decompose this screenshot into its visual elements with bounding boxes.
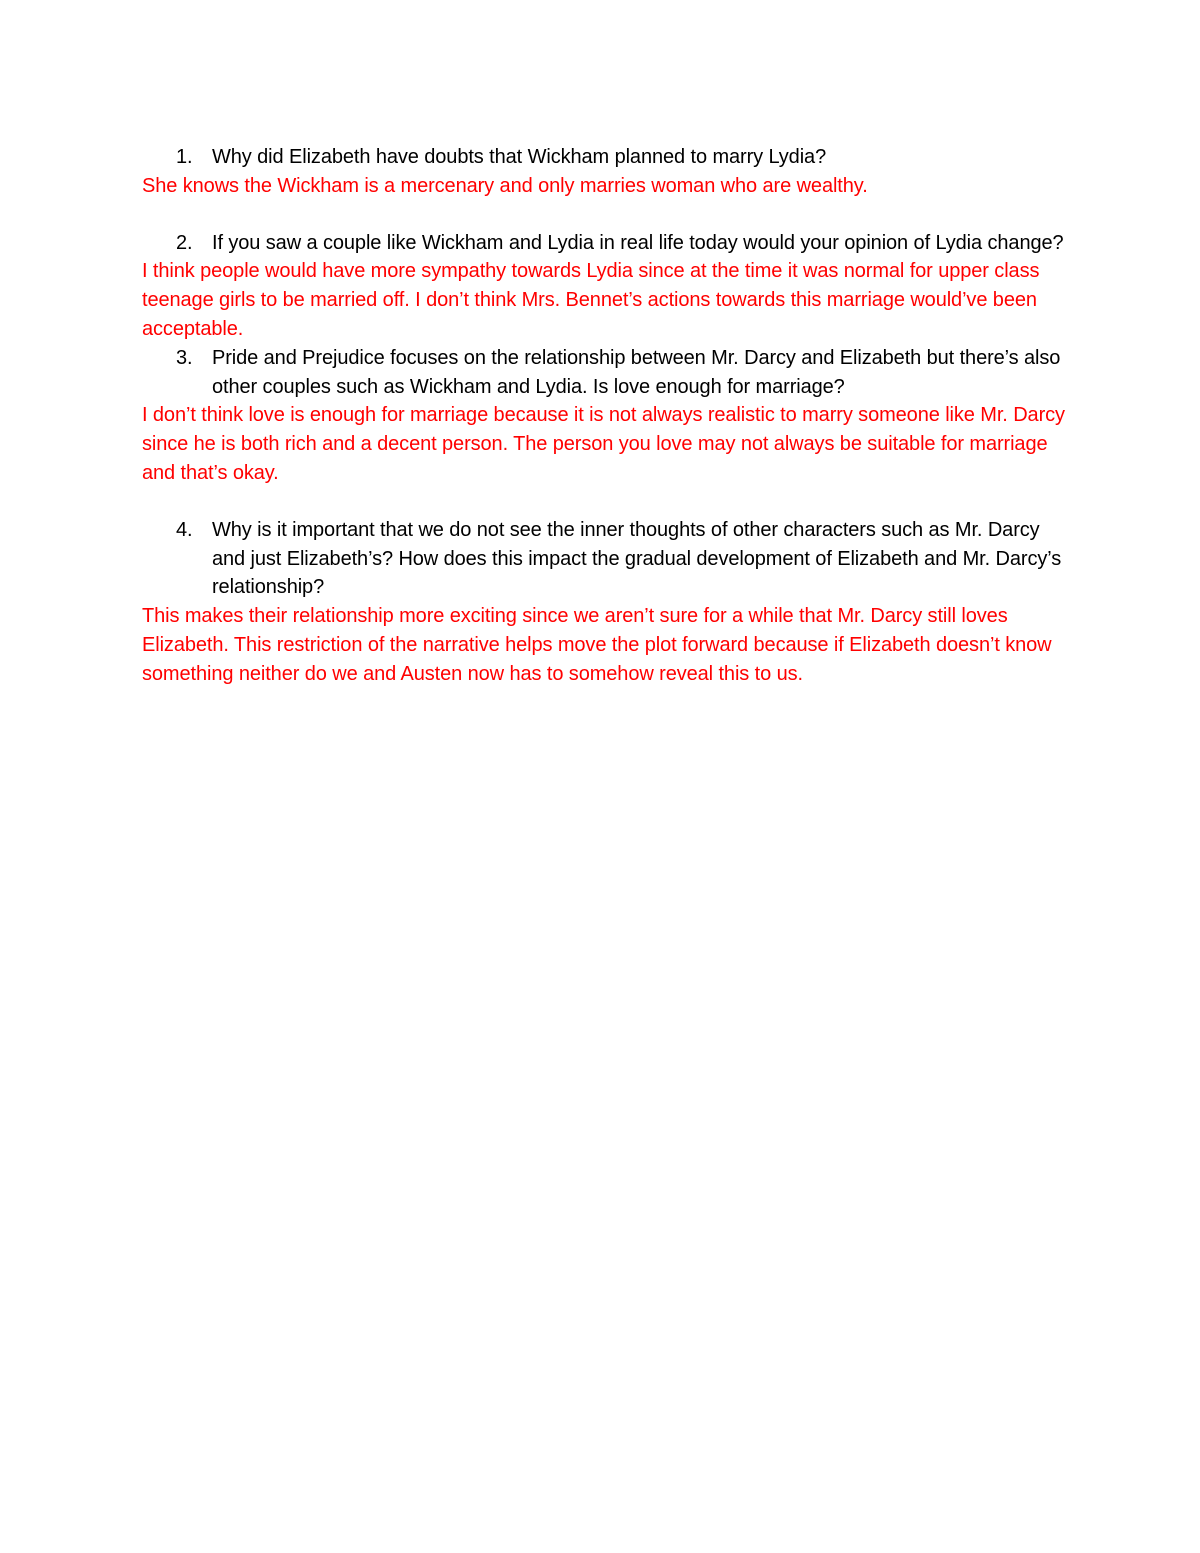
question-number: 3. xyxy=(176,346,193,369)
question-text: If you saw a couple like Wickham and Lydia in real life today would your opinion of Lydia change? xyxy=(212,231,1064,254)
question-number: 4. xyxy=(176,518,193,541)
answer-2: I think people would have more sympathy towards Lydia since at the time it was normal for upper class teenage girls to be married off. I don’t think Mrs. Bennet’s actions towards this marriage would’ve been acceptable. xyxy=(142,260,1040,340)
question-text: Why did Elizabeth have doubts that Wickham planned to marry Lydia? xyxy=(212,146,827,168)
question-text: Why is it important that we do not see the inner thoughts of other characters such as Mr. Darcy and just Elizabeth’s? How does this impact the gradual development of Elizabeth and Mr. Darcy’s relationship? xyxy=(212,518,1062,599)
spacer xyxy=(142,488,1072,516)
answer-4: This makes their relationship more exciting since we aren’t sure for a while that Mr. Darcy still loves Elizabeth. This restriction of the narrative helps move the plot forward because if Elizabeth doesn’t know something neither do we and Austen now has to somehow reveal this to us. xyxy=(142,605,1052,685)
answer-3: I don’t think love is enough for marriage because it is not always realistic to marry someone like Mr. Darcy since he is both rich and a decent person. The person you love may not always be suitable for marriage and that’s okay. xyxy=(142,404,1065,484)
question-4 xyxy=(142,516,1072,602)
spacer xyxy=(142,201,1072,229)
question-text: Pride and Prejudice focuses on the relationship between Mr. Darcy and Elizabeth but there’s also other couples such as Wickham and Lydia. Is love enough for marriage? xyxy=(212,346,1061,398)
question-answer-list xyxy=(142,143,1072,689)
question-1 xyxy=(142,143,1072,172)
question-2 xyxy=(142,229,1072,258)
answer-1: She knows the Wickham is a mercenary and only marries woman who are wealthy. xyxy=(142,174,868,197)
question-number: 1. xyxy=(176,146,193,168)
question-3 xyxy=(142,344,1072,402)
question-number: 2. xyxy=(176,231,193,254)
